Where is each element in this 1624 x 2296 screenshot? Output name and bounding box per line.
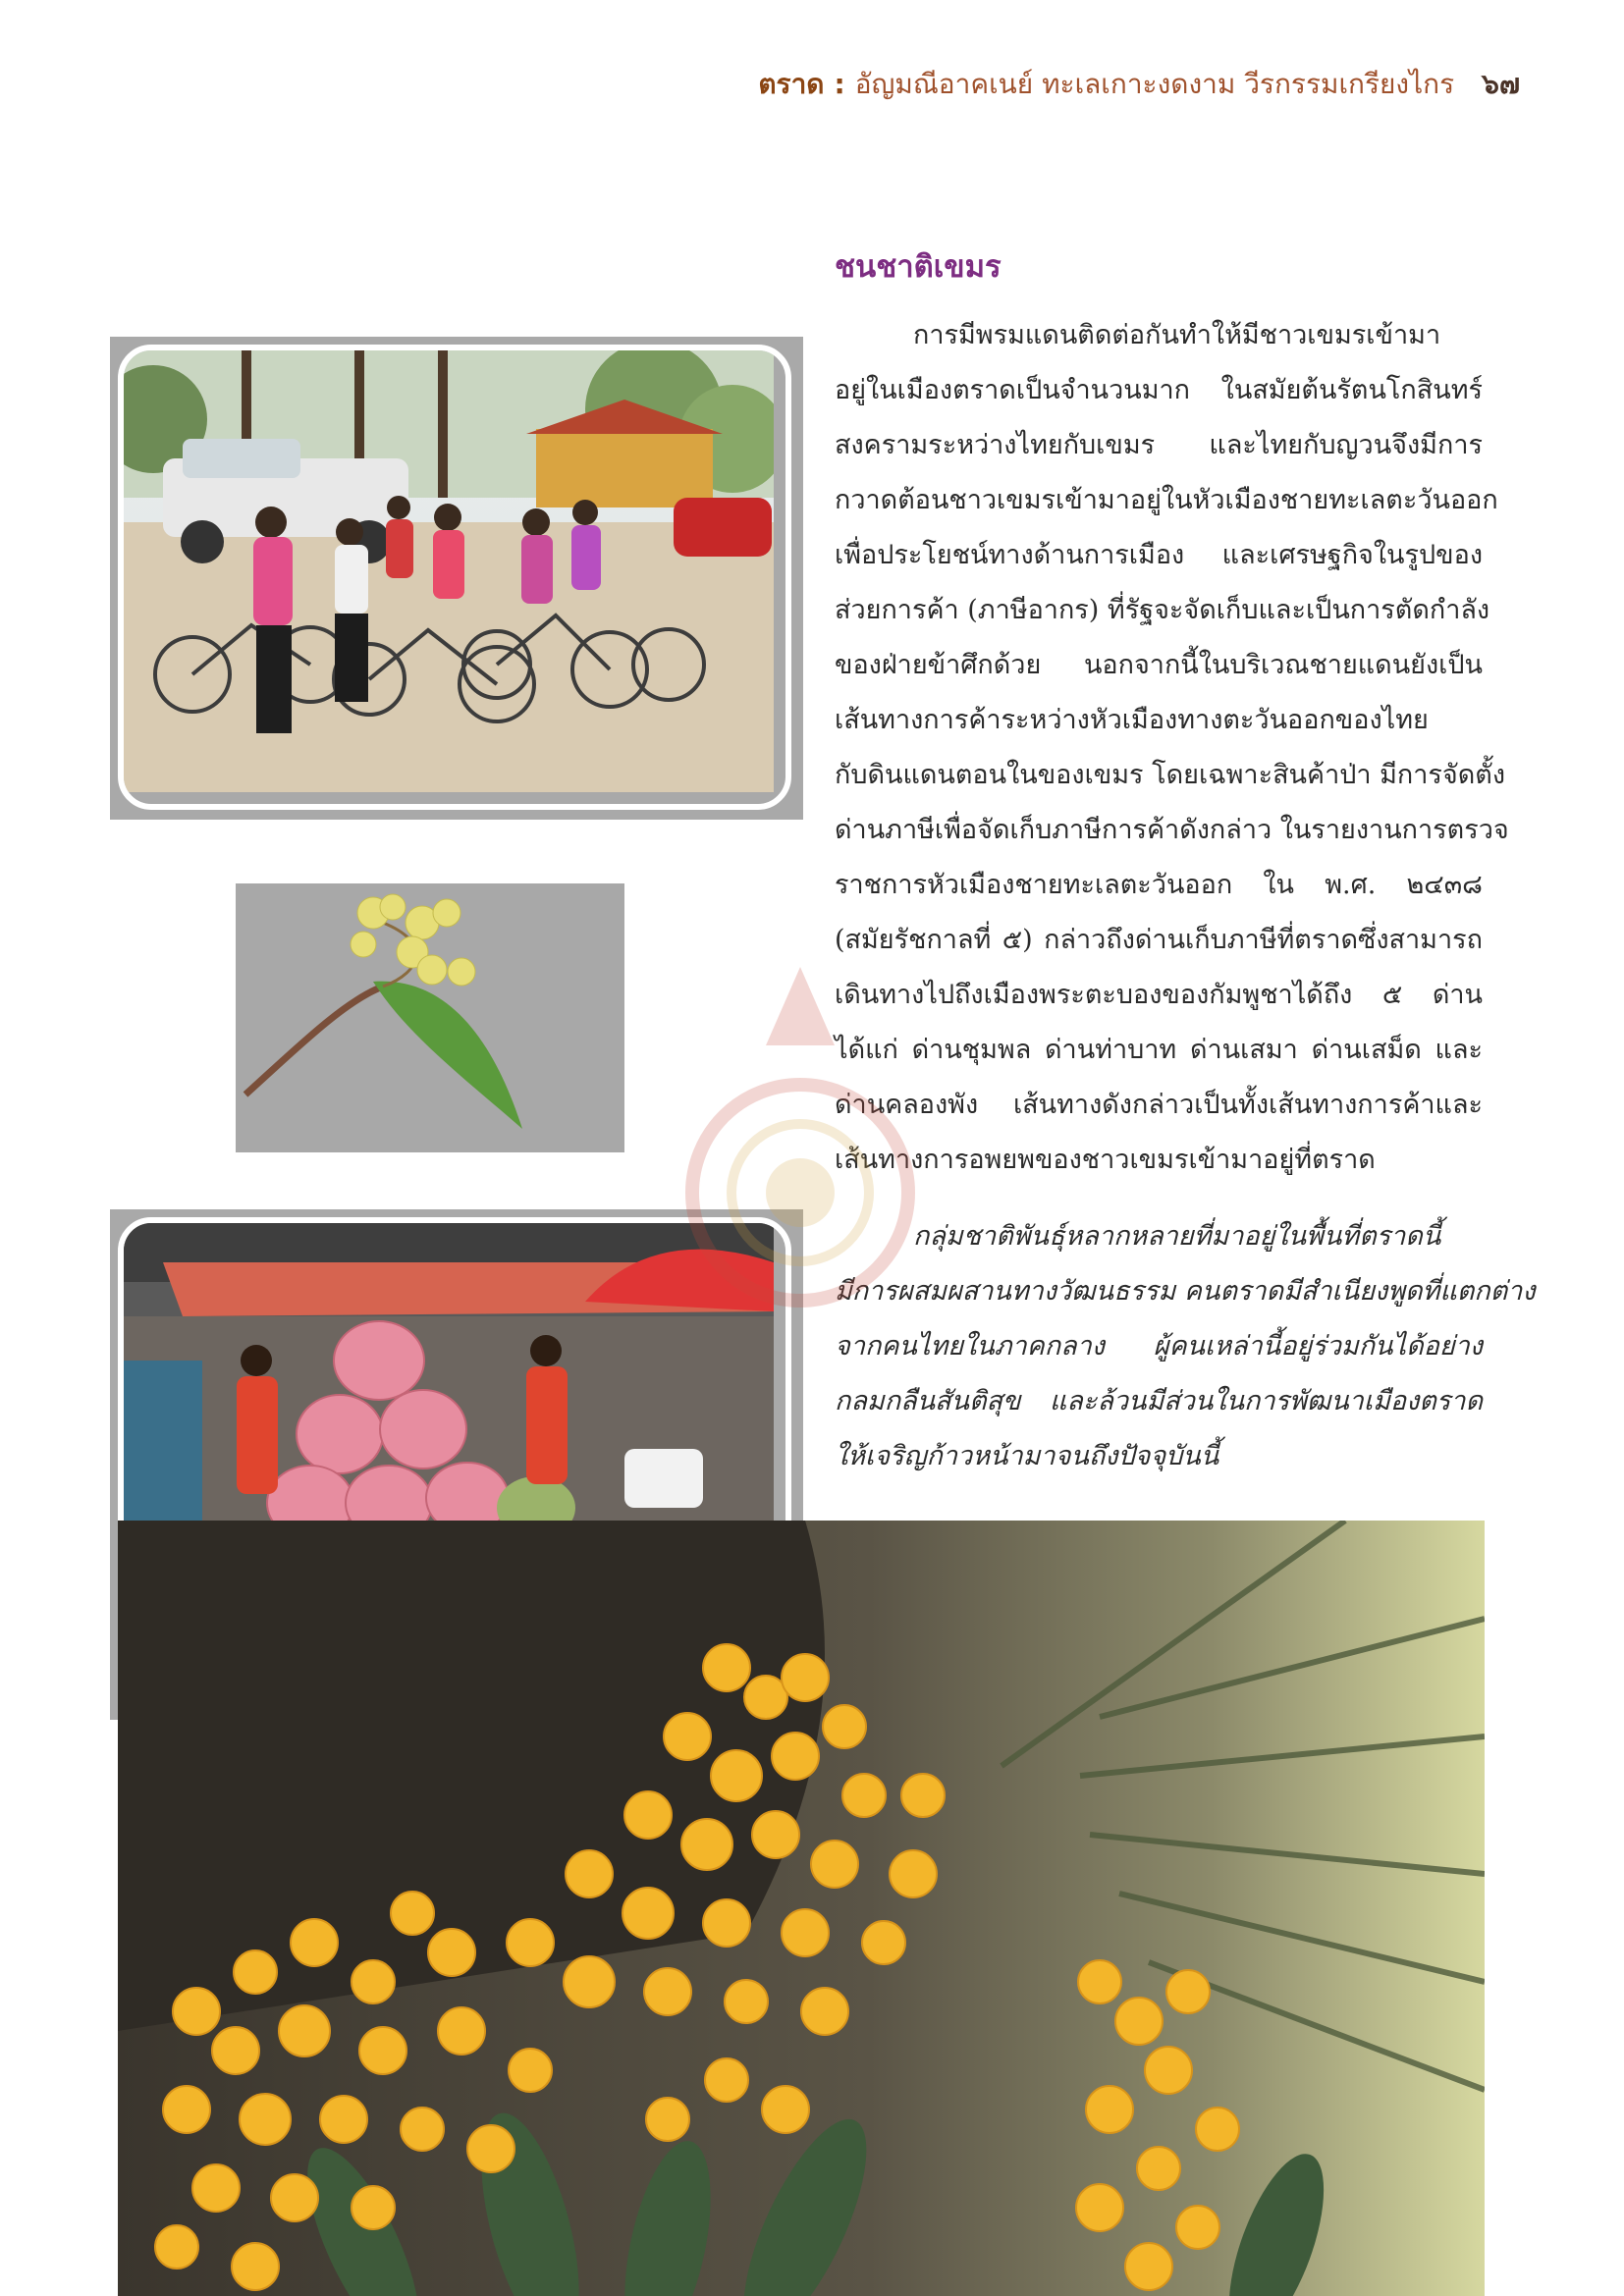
text-line: ของฝ่ายข้าศึกด้วย นอกจากนี้ในบริเวณชายแดนยังเป็น [835, 650, 1483, 680]
running-header [758, 63, 1520, 106]
text-line: (สมัยรัชกาลที่ ๕) กล่าวถึงด่านเก็บภาษีที่ตราดซึ่งสามารถ [835, 925, 1483, 955]
photo-children-bicycles [118, 345, 791, 810]
text-line: ให้เจริญก้าวหน้ามาจนถึงปัจจุบันนี้ [835, 1441, 1219, 1471]
paragraph-1 [835, 308, 1509, 1188]
text-line: ได้แก่ ด่านชุมพล ด่านท่าบาท ด่านเสมา ด่านเสม็ด และ [835, 1035, 1483, 1065]
text-line: อยู่ในเมืองตราดเป็นจำนวนมาก ในสมัยต้นรัตนโกสินทร์ [835, 375, 1483, 405]
text-line: เส้นทางการค้าระหว่างหัวเมืองทางตะวันออกของไทย [835, 705, 1429, 735]
text-line: ส่วยการค้า (ภาษีอากร) ที่รัฐจะจัดเก็บและเป็นการตัดกำลัง [835, 595, 1490, 625]
text-line: จากคนไทยในภาคกลาง ผู้คนเหล่านี้อยู่ร่วมกันได้อย่าง [835, 1331, 1483, 1362]
book-title: ตราด [758, 68, 825, 100]
header-separator: : [834, 68, 845, 100]
text-line: กับดินแดนตอนในของเขมร โดยเฉพาะสินค้าป่า มีการจัดตั้ง [835, 760, 1506, 790]
paragraph-2 [835, 1209, 1536, 1484]
text-line: สงครามระหว่างไทยกับเขมร และไทยกับญวนจึงมีการ [835, 430, 1483, 460]
photo-orchid-sprig [236, 883, 624, 1152]
photo-yellow-orchids [118, 1521, 1485, 2296]
text-line: เพื่อประโยชน์ทางด้านการเมือง และเศรษฐกิจในรูปของ [835, 540, 1483, 570]
text-line: ด่านภาษีเพื่อจัดเก็บภาษีการค้าดังกล่าว ในรายงานการตรวจ [835, 815, 1509, 845]
text-line: เดินทางไปถึงเมืองพระตะบองของกัมพูชาได้ถึง ๕ ด่าน [835, 980, 1483, 1010]
emblem-watermark [677, 967, 923, 1340]
page-number: ๖๗ [1482, 68, 1520, 100]
section-title: ชนชาติเขมร [835, 249, 1001, 285]
text-line: กลุ่มชาติพันธุ์หลากหลายที่มาอยู่ในพื้นที่ตราดนี้ [913, 1221, 1441, 1252]
text-line: ราชการหัวเมืองชายทะเลตะวันออก ใน พ.ศ. ๒๔๓๘ [835, 870, 1483, 900]
text-line: ด่านคลองพัง เส้นทางดังกล่าวเป็นทั้งเส้นทางการค้าและ [835, 1090, 1483, 1120]
text-line: กลมกลืนสันติสุข และล้วนมีส่วนในการพัฒนาเมืองตราด [835, 1386, 1483, 1416]
text-line: การมีพรมแดนติดต่อกันทำให้มีชาวเขมรเข้ามา [913, 320, 1441, 350]
photo-frame-children [110, 337, 803, 820]
text-line: มีการผสมผสานทางวัฒนธรรม คนตราดมีสำเนียงพูดที่แตกต่าง [835, 1276, 1536, 1307]
book-subtitle: อัญมณีอาคเนย์ ทะเลเกาะงดงาม วีรกรรมเกรียงไกร [854, 68, 1455, 100]
text-line: กวาดต้อนชาวเขมรเข้ามาอยู่ในหัวเมืองชายทะเลตะวันออก [835, 485, 1498, 515]
text-line: เส้นทางการอพยพของชาวเขมรเข้ามาอยู่ที่ตราด [835, 1145, 1376, 1175]
